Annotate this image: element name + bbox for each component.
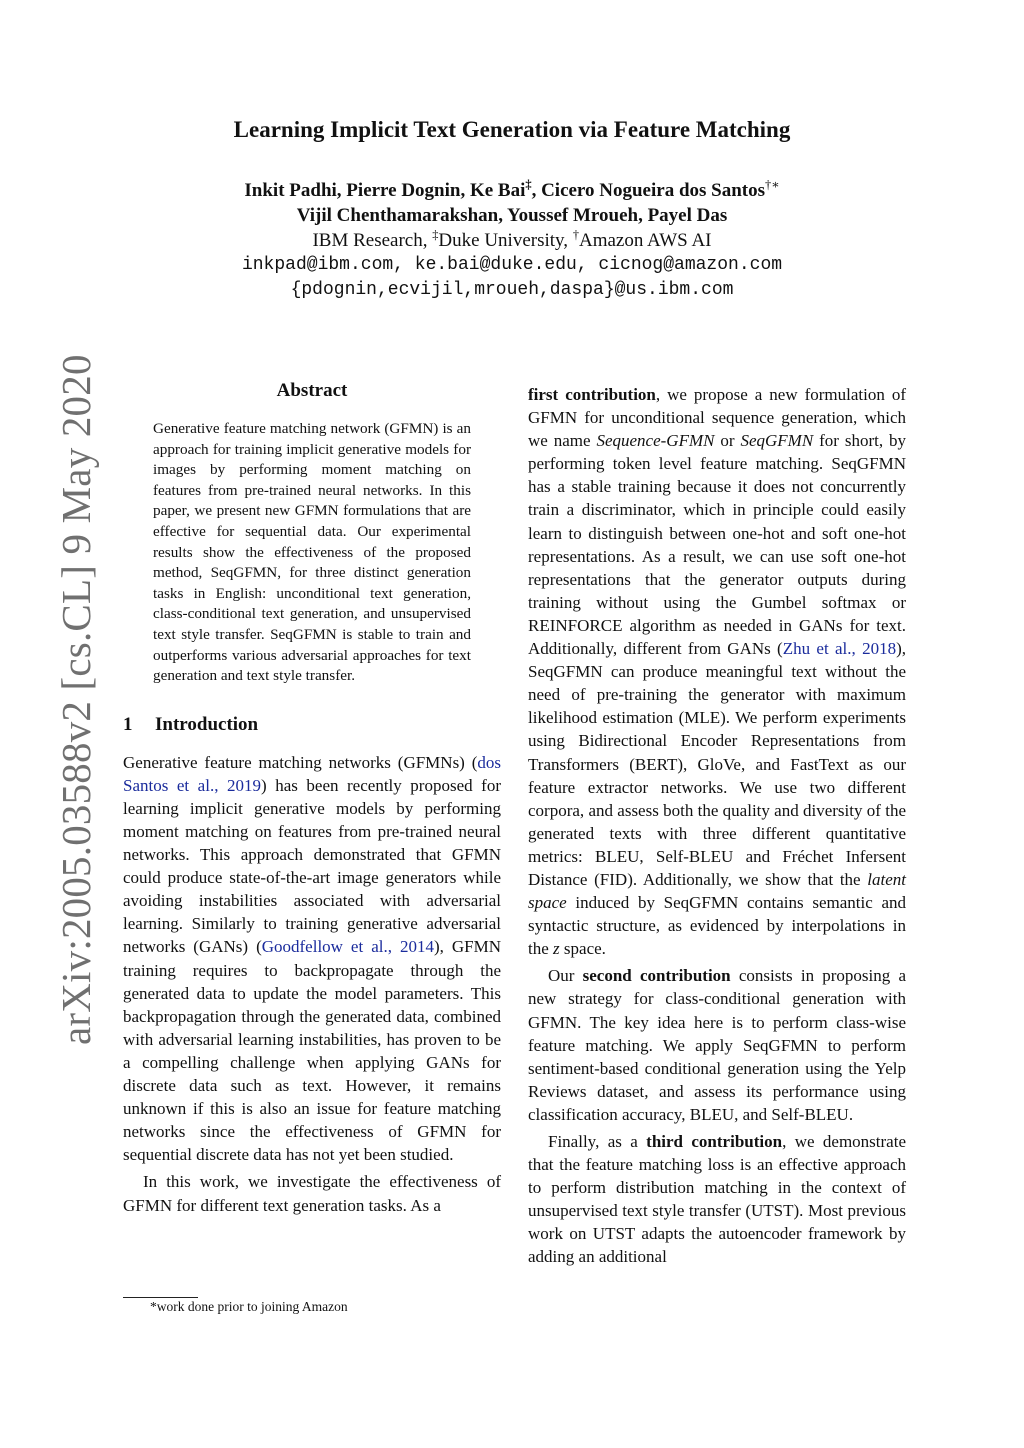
footnote-mark: * [150,1299,157,1314]
author-emails-2: {pdognin,ecvijil,mroueh,daspa}@us.ibm.com [290,280,734,300]
arxiv-identifier: arXiv:2005.03588v2 [cs.CL] 9 May 2020 [53,354,99,1045]
author-line-2: Vijil Chenthamarakshan, Youssef Mroueh, Payel Das [296,205,728,226]
right-paragraph-1: first contribution, we propose a new formulation of GFMN for unconditional sequence generation, which we name Sequence-GFMN or SeqGFMN for short, by performing token level feature matching. SeqGFMN has a stable training because it does not concurrently train a discriminator, which in principle could easily learn to distinguish between one-hot and soft one-hot representations. As a result, we can use soft one-hot representations that the generator outputs during training without using the Gumbel softmax or REINFORCE algorithm as needed in GANs for text. Additionally, different from GANs (Zhu et al., 2018), SeqGFMN can produce meaningful text without the need of pre-training the generator with maximum likelihood estimation (MLE). We perform experiments using Bidirectional Encoder Representations from Transformers (BERT), GloVe, and FastText as our feature extractor networks. We use two different corpora, and assess both the quality and diversity of the generated texts with three different quantitative metrics: BLEU, Self-BLEU and Fréchet Infersent Distance (FID). Additionally, we show that the latent space induced by SeqGFMN contains semantic and syntactic structure, as evidenced by interpolations in the z space. [528,385,907,959]
abstract-heading: Abstract [276,380,348,401]
intro-paragraph-2: In this work, we investigate the effectiveness of GFMN for different text generation tasks. As a [123,1172,501,1215]
author-line-1: Inkit Padhi, Pierre Dognin, Ke Bai‡, Cicero Nogueira dos Santos†∗ [244,177,780,201]
left-column [123,380,501,1217]
citation-link[interactable]: dos Santos et al., 2019 [123,752,501,795]
section-title: Introduction [155,713,259,735]
section-number: 1 [123,713,133,735]
author-emails-1: inkpad@ibm.com, ke.bai@duke.edu, cicnog@amazon.com [241,255,783,275]
intro-paragraph-1: Generative feature matching networks (GFMNs) (dos Santos et al., 2019) has been recently proposed for learning implicit generative models by performing moment matching on features from pre-trained neural networks. This approach demonstrated that GFMN could produce state-of-the-art image generators while avoiding instabilities associated with adversarial learning. Similarly to training generative adversarial networks (GANs) (Goodfellow et al., 2014), GFMN training requires to backpropagate through the generated data to update the model parameters. This backpropagation through the generated data, combined with adversarial learning instabilities, has proven to be a compelling challenge when applying GANs for discrete data such as text. However, it remains unknown if this is also an issue for feature matching networks since the effectiveness of GFMN for sequential discrete data has not yet been studied. [123,752,501,1165]
right-paragraph-3: Finally, as a third contribution, we demonstrate that the feature matching loss is an effective approach to perform distribution matching in the context of unsupervised text style transfer (UTST). Most previous work on UTST adapts the autoencoder framework by adding an additional [528,1132,906,1267]
right-column [528,383,906,1269]
footnote-text: work done prior to joining Amazon [156,1299,348,1314]
footnote [150,1299,348,1315]
affiliations: IBM Research, ‡Duke University, †Amazon AWS AI [312,227,712,251]
right-paragraph-2: Our second contribution consists in proposing a new strategy for class-conditional generation with GFMN. The key idea here is to perform class-wise feature matching. We apply SeqGFMN to perform sentiment-based conditional generation using the Yelp Reviews dataset, and assess its performance using classification accuracy, BLEU, and Self-BLEU. [528,966,906,1124]
citation-link[interactable]: Zhu et al., 2018 [782,639,897,659]
footnote-divider [123,1297,198,1298]
citation-link[interactable]: Goodfellow et al., 2014 [261,937,434,957]
section-heading-introduction [123,714,501,736]
abstract-text: Generative feature matching network (GFMN) is an approach for training implicit generative models for images by performing moment matching on features from pre-trained neural networks. In this paper, we present new GFMN formulations that are effective for sequential data. Our experimental results show the effectiveness of the proposed method, SeqGFMN, for three distinct generation tasks in English: unconditional text generation, class-conditional text generation, and unsupervised text style transfer. SeqGFMN is stable to train and outperforms various adversarial approaches for text generation and text style transfer. [153,420,471,685]
author-block [0,178,1024,303]
paper-title: Learning Implicit Text Generation via Feature Matching [233,117,791,142]
